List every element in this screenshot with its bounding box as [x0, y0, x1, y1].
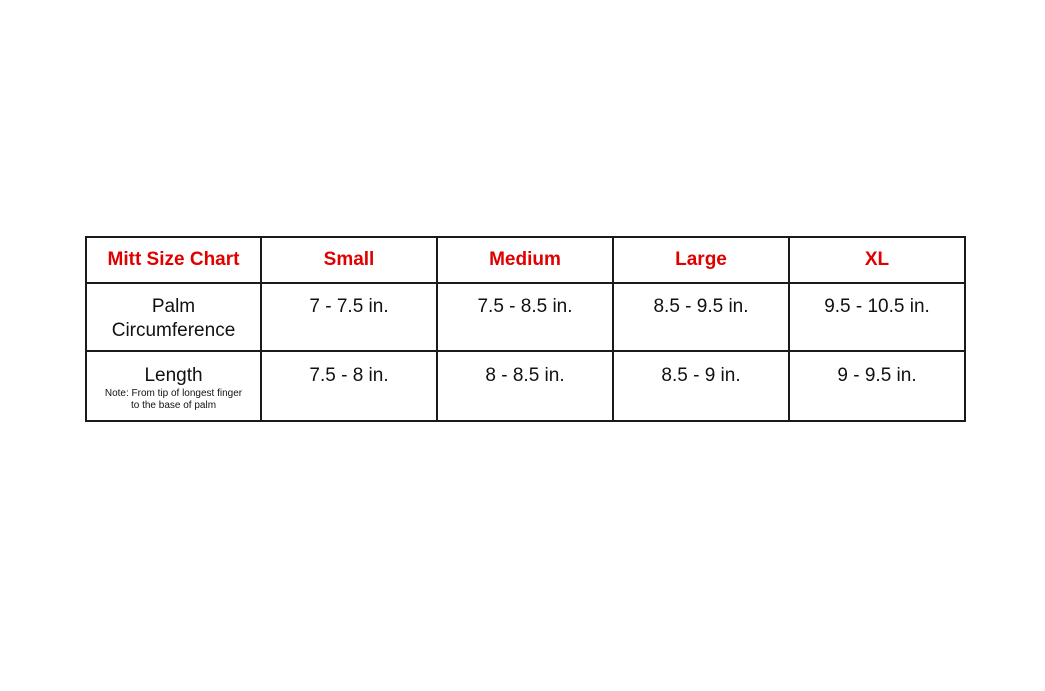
cell-value: 7.5 - 8.5 in. — [477, 296, 573, 317]
header-row — [86, 237, 965, 283]
size-header-label: Large — [675, 249, 727, 270]
table-cell — [789, 283, 965, 351]
table-row-palm-circumference — [86, 283, 965, 351]
size-header-xl — [789, 237, 965, 283]
table-title: Mitt Size Chart — [107, 249, 240, 270]
row-label-line2: Circumference — [111, 320, 236, 341]
cell-value: 7.5 - 8 in. — [309, 365, 389, 386]
table-cell — [261, 283, 437, 351]
table-cell — [613, 283, 789, 351]
table-cell — [789, 351, 965, 421]
table-row-length — [86, 351, 965, 421]
size-header-medium — [437, 237, 613, 283]
table-cell — [437, 283, 613, 351]
table-cell — [437, 351, 613, 421]
size-chart-table — [85, 236, 966, 422]
cell-value: 9.5 - 10.5 in. — [824, 296, 930, 317]
row-label-line1: Palm — [151, 296, 196, 317]
row-header-length — [86, 351, 261, 421]
row-label-line1: Length — [144, 365, 203, 386]
size-header-label: Small — [323, 249, 375, 270]
cell-value: 8.5 - 9 in. — [661, 365, 741, 386]
cell-value: 7 - 7.5 in. — [309, 296, 389, 317]
cell-value: 9 - 9.5 in. — [837, 365, 917, 386]
table-cell — [261, 351, 437, 421]
table-cell — [613, 351, 789, 421]
size-header-label: Medium — [489, 249, 561, 270]
row-header-palm — [86, 283, 261, 351]
row-note-line1: Note: From tip of longest finger — [104, 388, 243, 399]
size-header-label: XL — [864, 249, 890, 270]
size-header-small — [261, 237, 437, 283]
size-header-large — [613, 237, 789, 283]
cell-value: 8.5 - 9.5 in. — [653, 296, 749, 317]
row-note-line2: to the base of palm — [130, 400, 217, 411]
cell-value: 8 - 8.5 in. — [485, 365, 565, 386]
corner-cell — [86, 237, 261, 283]
